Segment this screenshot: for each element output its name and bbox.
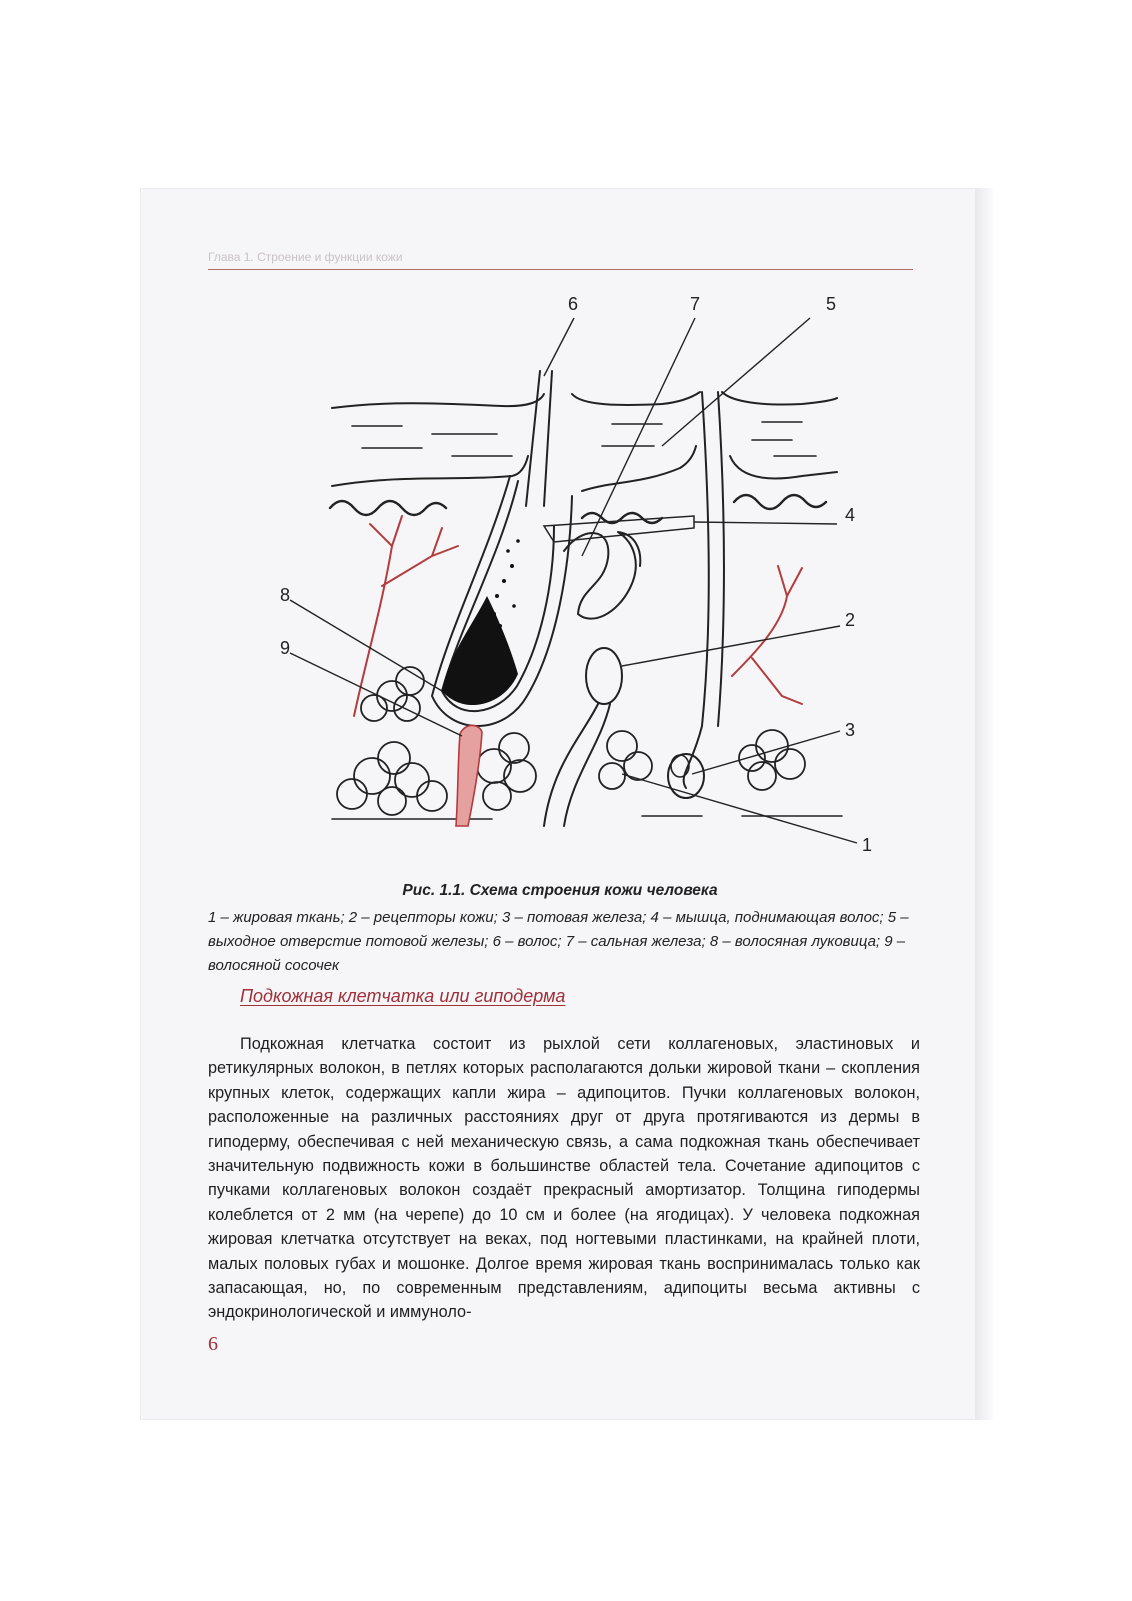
sweat-gland-coil [668, 754, 704, 798]
blood-vessels [354, 516, 802, 716]
fat-tissue-lobules [337, 667, 805, 815]
skin-structure-figure [282, 296, 902, 871]
sweat-gland-duct [684, 392, 724, 788]
epidermis-stripes [352, 422, 816, 456]
epidermis-lower-middle [582, 446, 696, 491]
figure-label-2: 2 [845, 610, 856, 630]
running-header: Глава 1. Строение и функции кожи [208, 250, 403, 264]
hair-bulb [442, 596, 518, 705]
epidermis-lower-right [730, 456, 837, 478]
page-number: 6 [208, 1333, 218, 1355]
paragraph: Подкожная клетчатка состоит из рыхлой сети коллагеновых, эластиновых и ретикулярных волокон, в петлях которых располагаются дольки жировой ткани – скопления крупных клеток, содержащих капли жира – адипоцитов. Пучки коллагеновых волокон, расположенные на различных расстояниях друг от друга протягиваются из дермы в гиподерму, обеспечивая с ней механическую связь, а сама подкожная ткань обеспечивает значительную подвижность кожи в большинстве областей тела. Сочетание адипоцитов с пучками коллагеновых волокон создаёт прекрасный амортизатор. Толщина гиподермы колеблется от 2 мм (на черепе) до 10 см и более (на ягодицах). У человека подкожная жировая клетчатка отсутствует на веках, под ногтевыми пластинками, на крайней плоти, малых половых губах и мошонке. Долгое время жировая ткань воспринималась только как запасающая, но, по современным представлениям, адипоциты весьма активны с эндокринологической и иммуноло- [208, 1035, 920, 1322]
figure-label-9: 9 [280, 638, 291, 658]
receptor-nerve [544, 704, 610, 826]
sebaceous-gland [564, 532, 640, 619]
figure-legend: 1 – жировая ткань; 2 – рецепторы кожи; 3 – потовая железа; 4 – мышца, поднимающая волос; 5 – выходное отверстие потовой железы; 6 – волос; 7 – сальная железа; 8 – волосяная луковица; 9 – волосяной сосочек [208, 909, 909, 974]
figure-label-5: 5 [826, 294, 837, 314]
hair-shaft [526, 371, 552, 506]
epidermis-surface-right [722, 392, 837, 405]
figure-label-7: 7 [690, 294, 701, 314]
figure-label-3: 3 [845, 720, 856, 740]
figure-label-6: 6 [568, 294, 579, 314]
epidermis-surface-left [332, 394, 544, 408]
skin-receptor [586, 648, 622, 704]
header-rule [208, 269, 913, 270]
dermal-papilla [456, 725, 482, 826]
page-edge-shadow [975, 188, 993, 1420]
figure-label-4: 4 [845, 505, 856, 525]
epidermis-lower-left [332, 456, 528, 486]
body-text [208, 1032, 920, 1325]
section-title: Подкожная клетчатка или гиподерма [240, 986, 566, 1006]
epidermis-surface-middle [572, 392, 700, 405]
dermal-papillae-line [330, 495, 826, 523]
figure-caption: Рис. 1.1. Схема строения кожи человека [402, 882, 718, 899]
hair-root-dots [492, 539, 520, 628]
figure-label-8: 8 [280, 585, 291, 605]
figure-label-1: 1 [862, 835, 873, 855]
